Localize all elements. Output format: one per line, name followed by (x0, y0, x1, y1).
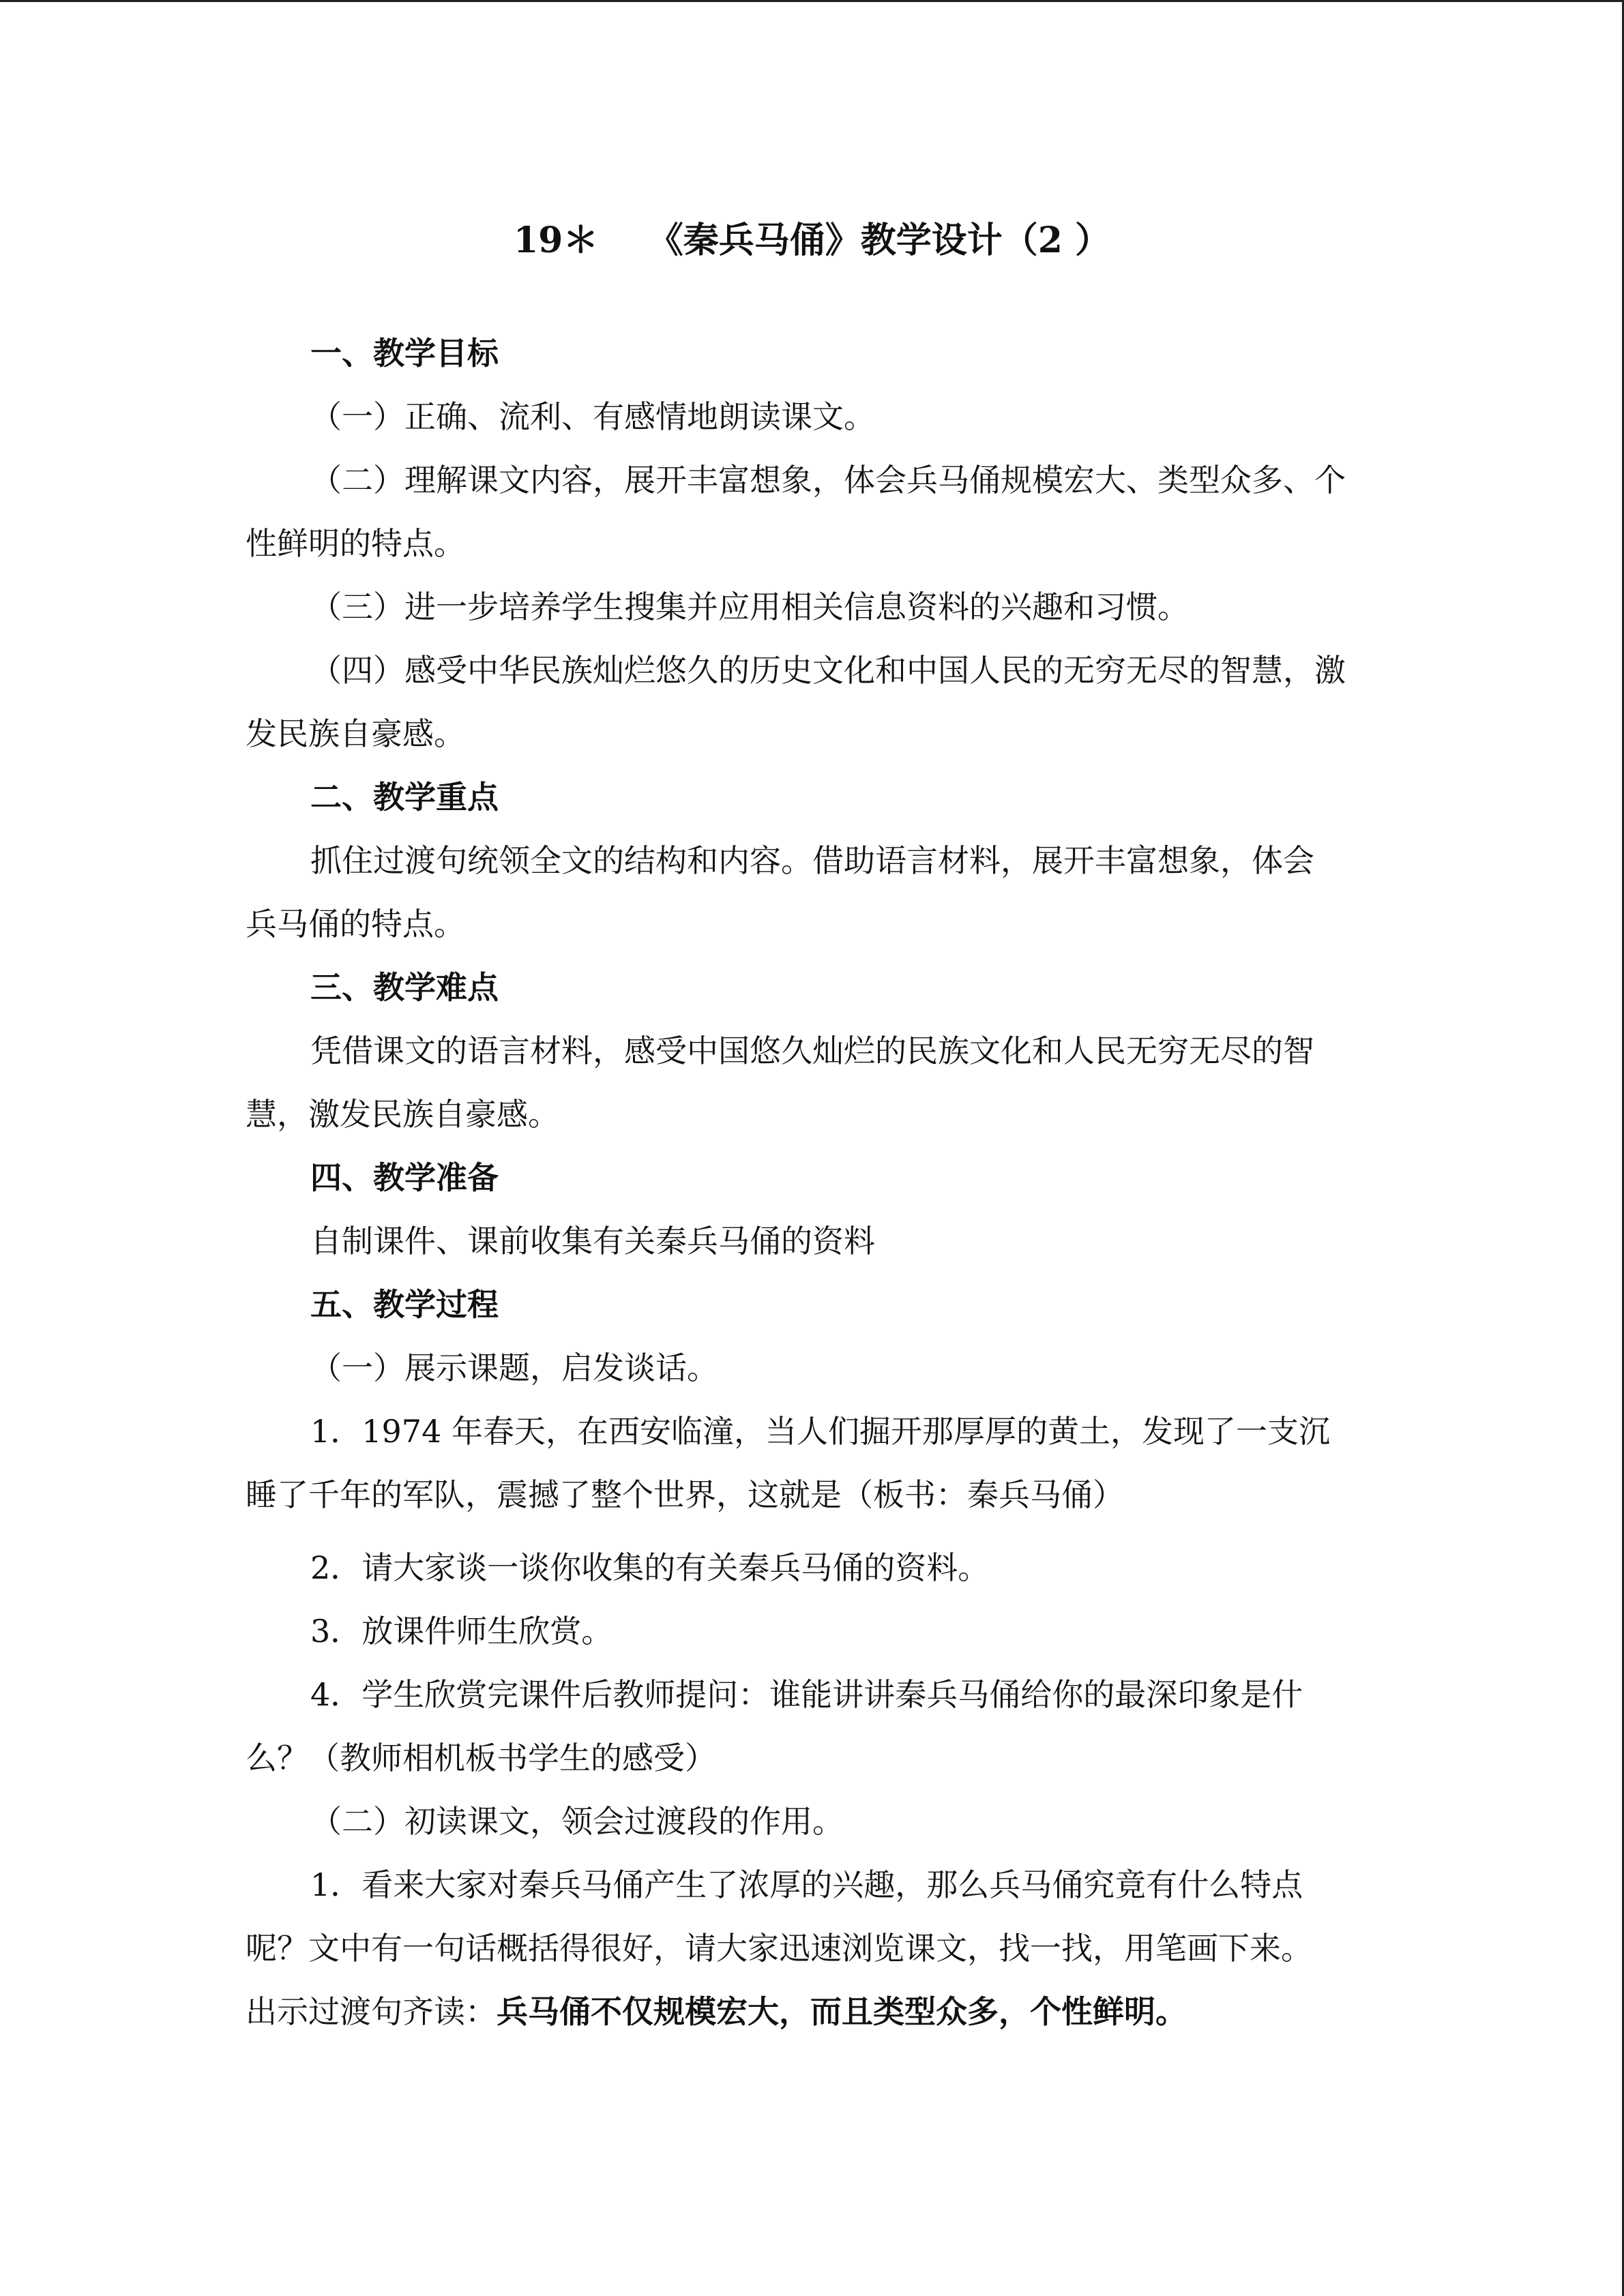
preparation-line-1: 自制课件、课前收集有关秦兵马俑的资料 (310, 1223, 875, 1259)
process-part-2-step-1-line-3 (246, 1991, 1187, 2032)
key-points-line-1: 抓住过渡句统领全文的结构和内容。借助语言材料，展开丰富想象，体会 (310, 842, 1314, 879)
section-heading-difficulties: 三、教学难点 (310, 969, 499, 1006)
difficulties-line-2: 慧，激发民族自豪感。 (246, 1096, 559, 1133)
goal-item-2-line-2: 性鲜明的特点。 (246, 525, 465, 562)
process-part-2-title: （二）初读课文，领会过渡段的作用。 (310, 1803, 844, 1840)
goal-item-4-line-1: （四）感受中华民族灿烂悠久的历史文化和中国人民的无穷无尽的智慧，激 (310, 652, 1346, 689)
section-heading-key-points: 二、教学重点 (310, 779, 499, 816)
difficulties-line-1: 凭借课文的语言材料，感受中国悠久灿烂的民族文化和人民无穷无尽的智 (310, 1032, 1314, 1069)
process-step-4-line-2: 么？（教师相机板书学生的感受） (246, 1740, 716, 1776)
goal-item-4-line-2: 发民族自豪感。 (246, 715, 465, 752)
process-part-2-step-1-line-1: 1．看来大家对秦兵马俑产生了浓厚的兴趣，那么兵马俑究竟有什么特点 (310, 1866, 1303, 1903)
section-heading-preparation: 四、教学准备 (310, 1159, 499, 1196)
process-step-1-line-2: 睡了千年的军队，震撼了整个世界，这就是（板书：秦兵马俑） (246, 1476, 1124, 1513)
process-step-4-line-1: 4．学生欣赏完课件后教师提问：谁能讲讲秦兵马俑给你的最深印象是什 (310, 1676, 1303, 1713)
section-heading-goals: 一、教学目标 (310, 335, 499, 372)
key-points-line-2: 兵马俑的特点。 (246, 906, 465, 942)
transition-sentence: 兵马俑不仅规模宏大，而且类型众多，个性鲜明。 (497, 1993, 1187, 2030)
process-step-3: 3．放课件师生欣赏。 (310, 1613, 613, 1650)
goal-item-1: （一）正确、流利、有感情地朗读课文。 (310, 398, 875, 435)
goal-item-2-line-1: （二）理解课文内容，展开丰富想象，体会兵马俑规模宏大、类型众多、个 (310, 462, 1346, 498)
transition-sentence-prefix: 出示过渡句齐读： (246, 1993, 497, 2030)
process-part-1-title: （一）展示课题，启发谈话。 (310, 1350, 718, 1386)
process-step-2: 2．请大家谈一谈你收集的有关秦兵马俑的资料。 (310, 1549, 990, 1586)
process-part-2-step-1-line-2: 呢？文中有一句话概括得很好，请大家迅速浏览课文，找一找，用笔画下来。 (246, 1930, 1312, 1967)
process-step-1-line-1: 1．1974 年春天，在西安临潼，当人们掘开那厚厚的黄土，发现了一支沉 (310, 1413, 1330, 1450)
goal-item-3: （三）进一步培养学生搜集并应用相关信息资料的兴趣和习惯。 (310, 588, 1189, 625)
section-heading-process: 五、教学过程 (310, 1286, 499, 1323)
document-title: 19＊ 《秦兵马俑》教学设计（2 ） (513, 220, 1111, 261)
